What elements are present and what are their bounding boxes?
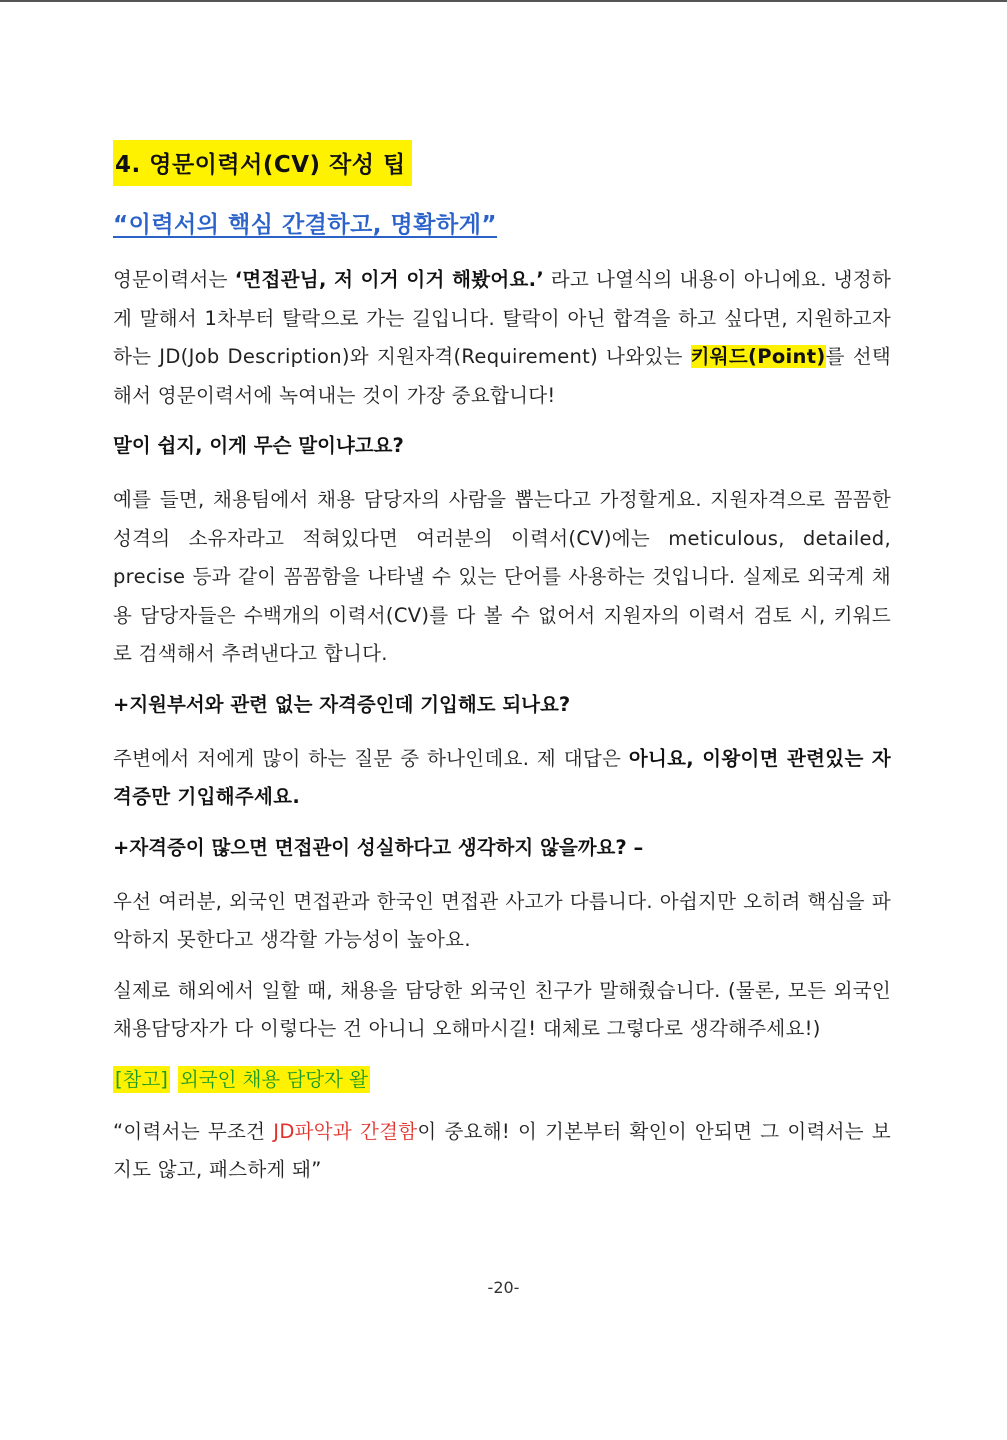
paragraph-example: 예를 들면, 채용팀에서 채용 담당자의 사람을 뽑는다고 가정할게요. 지원자격으로 꼼꼼한 성격의 소유자라고 적혀있다면 여러분의 이력서(CV)에는 meticulous, detailed, precise 등과 같이 꼼꼼함을 나타낼 수 있는 단어를 사용하는 것입니다. 실제로 외국계 채용 담당자들은 수백개의 이력서(CV)를 다 볼 수 없어서 지원자의 이력서 검토 시, 키워드로 검색해서 추려낸다고 합니다. <box>113 488 891 665</box>
reference-title: 외국인 채용 담당자 왈 <box>179 1067 369 1091</box>
answer-bold: 아니요, 이왕이면 관련있는 자격증만 기입해주세요. <box>113 746 891 808</box>
section-subheading: “이력서의 핵심 간결하고, 명확하게” <box>113 212 498 238</box>
quote-text-a: “이력서는 무조건 <box>113 1119 274 1143</box>
intro-text-a: 영문이력서는 <box>113 268 235 291</box>
paragraph-intro <box>113 261 891 415</box>
paragraph-quote <box>113 1113 891 1190</box>
question-heading-2: +지원부서와 관련 없는 자격증인데 기입해도 되나요? <box>113 692 571 716</box>
reference-tag: [참고] <box>115 1067 168 1091</box>
question-heading-3: +자격증이 많으면 면접관이 성실하다고 생각하지 않을까요? – <box>113 835 644 859</box>
quote-text-b: 이 중요해! 이 기본부터 확인이 안되면 그 이력서는 보지도 않고, 패스하게 돼” <box>113 1119 892 1181</box>
intro-quote-bold: ‘면접관님, 저 이거 이거 해봤어요.’ <box>234 268 545 291</box>
reference-heading <box>113 1061 891 1099</box>
paragraph-difference: 우선 여러분, 외국인 면접관과 한국인 면접관 사고가 다릅니다. 아쉽지만 오히려 핵심을 파악하지 못한다고 생각할 가능성이 높아요. <box>113 889 891 951</box>
intro-text-d: 를 선택해서 영문이력서에 녹여내는 것이 가장 중요합니다! <box>113 345 891 407</box>
keyword-highlight: 키워드(Point) <box>690 345 826 368</box>
section-heading: 4. 영문이력서(CV) 작성 팁 <box>113 140 412 186</box>
intro-text-c: 라고 나열식의 내용이 아니에요. 냉정하게 말해서 1차부터 탈락으로 가는 길입니다. 탈락이 아닌 합격을 하고 싶다면, 지원하고자 하는 JD(Job Description)와 지원자격(Requirement) 나와있는 <box>113 268 892 368</box>
top-border <box>0 0 1007 2</box>
quote-red-emphasis: JD파악과 간결함 <box>273 1119 418 1143</box>
question-heading-1: 말이 쉽지, 이게 무슨 말이냐고요? <box>113 434 404 457</box>
document-page <box>113 140 891 1202</box>
page-number: -20- <box>487 1278 520 1297</box>
answer-text: 주변에서 저에게 많이 하는 질문 중 하나인데요. 제 대답은 <box>113 746 629 770</box>
paragraph-answer <box>113 740 891 817</box>
paragraph-experience: 실제로 해외에서 일할 때, 채용을 담당한 외국인 친구가 말해줬습니다. (물론, 모든 외국인 채용담당자가 다 이렇다는 건 아니니 오해마시길! 대체로 그렇다로 생각해주세요!) <box>113 978 891 1040</box>
